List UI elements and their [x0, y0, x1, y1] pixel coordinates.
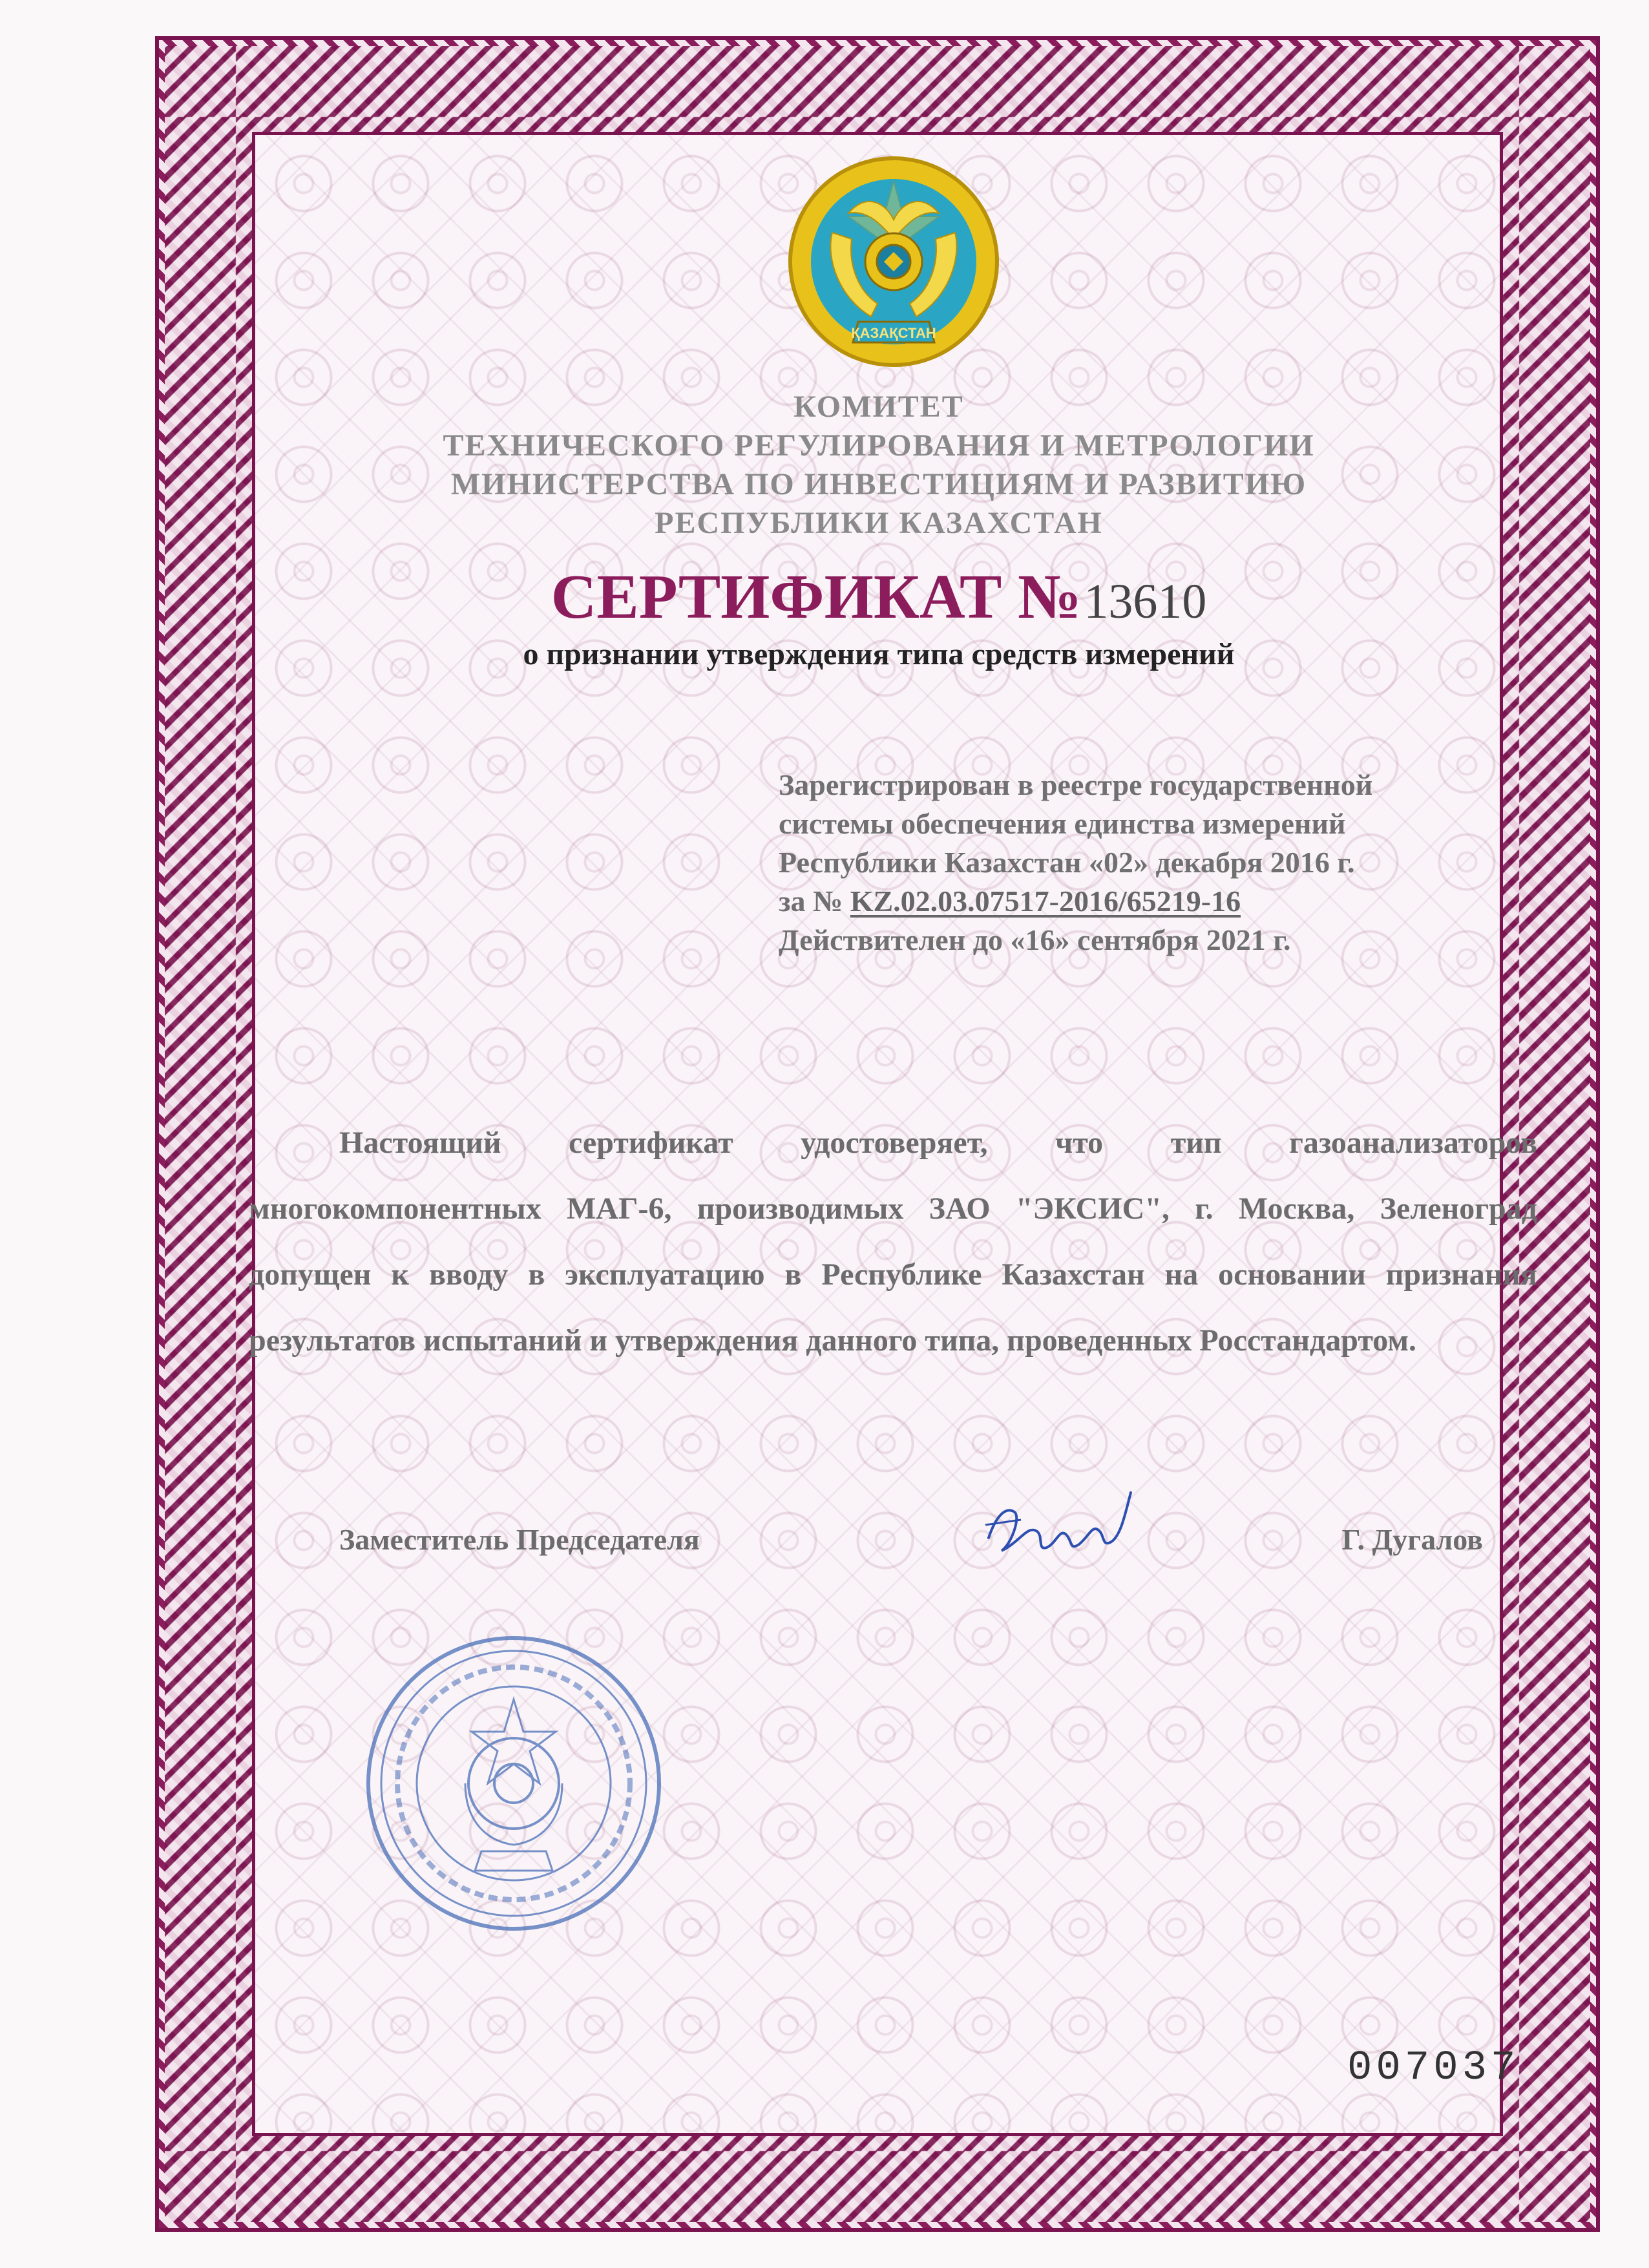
registration-block — [779, 766, 1554, 960]
issuer-line-4: РЕСПУБЛИКИ КАЗАХСТАН — [655, 506, 1103, 540]
signatory-name: Г. Дугалов — [1341, 1523, 1483, 1556]
certificate-heading — [258, 561, 1499, 633]
handwritten-signature — [976, 1480, 1144, 1570]
issuer-line-1: КОМИТЕТ — [793, 390, 964, 424]
certificate-subtitle: о признании утверждения типа средств измерений — [523, 637, 1235, 671]
registration-line-1: Зарегистрирован в реестре государственной — [779, 768, 1373, 801]
certificate-number: 13610 — [1084, 574, 1207, 629]
registration-line-3: Республики Казахстан «02» декабря 2016 г. — [779, 846, 1355, 879]
serial-number: 007037 — [1347, 2045, 1520, 2092]
registration-number: KZ.02.03.07517-2016/65219-16 — [850, 885, 1241, 918]
signature-row — [339, 1522, 1483, 1574]
emblem-ribbon-text: ҚАЗАҚСТАН — [851, 325, 936, 341]
certificate-body-text: Настоящий сертификат удостоверяет, что тип газоанализаторов многокомпонентных МАГ-6, производимых ЗАО "ЭКСИС", г. Москва, Зеленоград допущен к вводу в эксплуатацию в Республике Казахстан на основании признания результатов испытаний и утверждения данного типа, проведенных Росстандартом. — [249, 1126, 1537, 1358]
registration-number-prefix: за № — [779, 885, 850, 918]
signatory-position: Заместитель Председателя — [339, 1523, 700, 1556]
certificate-title: СЕРТИФИКАТ № — [551, 562, 1082, 632]
issuer-header — [258, 388, 1499, 543]
state-emblem-icon — [787, 155, 1000, 368]
issuer-line-3: МИНИСТЕРСТВА ПО ИНВЕСТИЦИЯМ И РАЗВИТИЮ — [450, 467, 1307, 501]
official-stamp — [359, 1628, 669, 1938]
registration-line-4 — [779, 882, 1554, 921]
issuer-line-2: ТЕХНИЧЕСКОГО РЕГУЛИРОВАНИЯ И МЕТРОЛОГИИ — [443, 428, 1315, 463]
validity-line: Действителен до «16» сентября 2021 г. — [779, 923, 1291, 956]
registration-line-2: системы обеспечения единства измерений — [779, 807, 1346, 840]
